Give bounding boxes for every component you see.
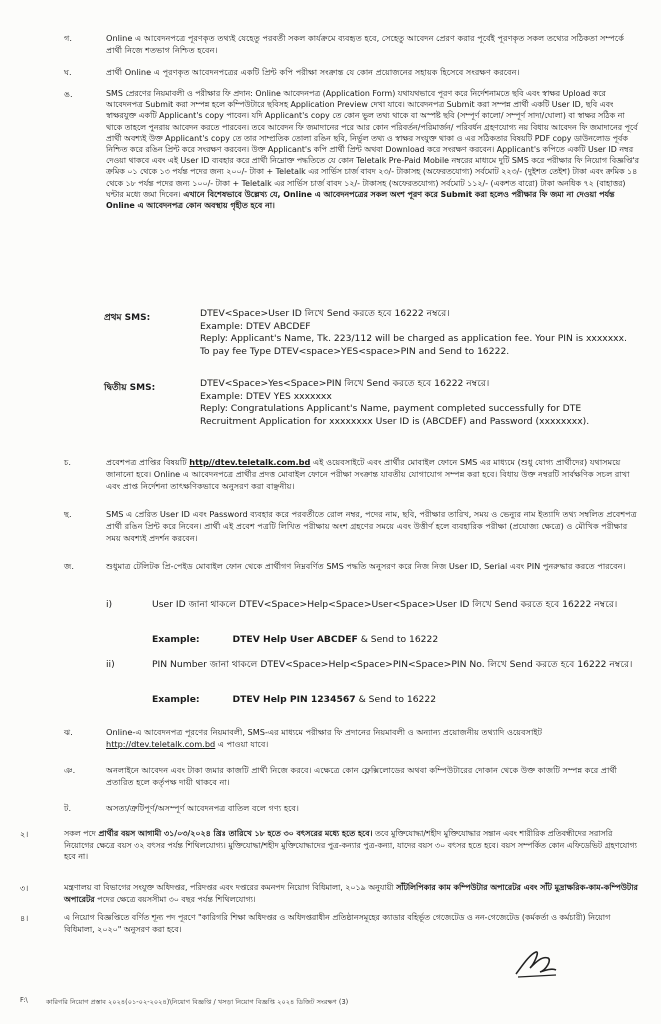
section-3-posts: সাঁটলিপিকার কাম কম্পিউটার অপারেটর এবং সাঁট মুদ্রাক্ষরিক-কাম-কম্পিউটার অপারেটর bbox=[64, 883, 638, 904]
sms1-body bbox=[200, 308, 640, 358]
item-ng-block bbox=[106, 88, 641, 211]
item-label-jh: ঝ. bbox=[64, 727, 73, 737]
option-1-text: User ID জানা থাকলে DTEV<Space>Help<Space>User<Space>User ID লিখে Send করতে হবে 16222 নম্বরে। bbox=[152, 599, 618, 610]
section-label-3: ৩। bbox=[20, 883, 29, 893]
sms2-example: Example: DTEV YES xxxxxxx bbox=[200, 390, 332, 402]
item-ch-text-pre: প্রবেশপত্র প্রাপ্তির বিষয়টি bbox=[106, 457, 187, 467]
item-jh-text-post: এ পাওয়া যাবে। bbox=[217, 739, 269, 749]
sms2-reply: Reply: Congratulations Applicant's Name, payment completed successfully for DTE Recruitment Application for xxxxxxxx User ID is (ABCDEF) and Password (xxxxxxxx). bbox=[200, 403, 590, 427]
info-website-link[interactable]: http://dtev.teletalk.com.bd bbox=[106, 739, 216, 749]
option-1-example-value: DTEV Help User ABCDEF bbox=[232, 634, 358, 645]
item-g-text: Online এ আবেদনপত্রে পূরণকৃত তথ্যই যেহেতু পরবর্তী সকল কার্যক্রমে ব্যবহৃত হবে, সেহেতু আবেদন প্রেরণ করার পূর্বেই পূরণকৃত সকল তথ্যের সঠিকতা সম্পর্কে প্রার্থী নিজে শতভাগ নিশ্চিত হবেন। bbox=[106, 33, 624, 55]
admit-card-website-link[interactable]: http//dtev.teletalk.com.bd bbox=[189, 457, 311, 467]
item-ng-text: SMS প্রেরণের নিয়মাবলী ও পরীক্ষার ফি প্রদান: Online আবেদনপত্র (Application Form) যথাযথভাবে পূরণ করে নির্দেশনামতে ছবি এবং স্বাক্ষর Upload করে আবেদনপত্র Submit করা সম্পন্ন হলে কম্পিউটারে ছবিসহ Application Preview দেখা যাবে। আবেদনপত্র Submit করা সম্পন্ন প্রার্থী একটি User ID, ছবি এবং স্বাক্ষরযুক্ত একটি Applicant's copy পাবেন। যদি Applicant's copy তে কোন ভুল তথ্য থাকে বা অস্পষ্ট ছবি (সম্পূর্ণ কালো/ সম্পূর্ণ সাদা/ঘোলা) বা স্বাক্ষর সঠিক না থাকে তাহলে পুনরায় আবেদন করতে পারবেন। তবে আবেদন ফি জমাদানের পরে আর কোন পরিবর্তন/পরিমার্জন/ পরিবর্ধন গ্রহণযোগ্য নয় বিধায় আবেদন ফি জমাদানের পূর্বে প্রার্থী অবশ্যই উক্ত Applicant's copy তে তার সাম্প্রতিক তোলা রঙিন ছবি, নির্ভুল তথ্য ও স্বাক্ষর সংযুক্ত থাকা ও এর সঠিকতার বিষয়টি PDF copy ডাউনলোড পূর্বক নিশ্চিত করে রঙিন প্রিন্ট করে সংরক্ষণ করবেন। উক্ত Applicant's কপি প্রার্থী প্রিন্ট অথবা Download করে সংরক্ষণ করবেন। Applicant's কপিতে একটি User ID নম্বর দেওয়া থাকবে এবং এই User ID ব্যবহার করে প্রার্থী নিম্নোক্ত পদ্ধতিতে যে কোন Teletalk Pre-Paid Mobile নম্বরের মাধ্যমে দুটি SMS করে পরীক্ষার ফি নিয়োগ বিজ্ঞপ্তি'র ক্রমিক ০১ থেকে ১৩ পর্যন্ত পদের জন্য ২০০/- টাকা + Teletalk এর সার্ভিস চার্জ বাবদ ২৩/- টাকাসহ (অফেরতযোগ্য) সর্বমোট ২২৩/- (দুইশত তেইশ) টাকা এবং ক্রমিক ১৪ থেকে ১৮ পর্যন্ত পদের জন্য ১০০/- টাকা + Teletalk এর সার্ভিস চার্জ বাবদ ১২/- টাকাসহ (অফেরতযোগ্য) সর্বমোট ১১২/- (একশত বারো) টাকা অনধিক ৭২ (বাহাত্তর) ঘন্টার মধ্যে জমা দিবেন। bbox=[106, 89, 639, 199]
item-label-j: জ. bbox=[64, 561, 74, 571]
item-label-chh: ছ. bbox=[64, 509, 72, 519]
option-1-example bbox=[152, 634, 640, 645]
sms1-instruction: DTEV<Space>User ID লিখে Send করতে হবে 16222 নম্বরে। bbox=[200, 308, 450, 319]
section-2-block bbox=[64, 828, 641, 863]
item-label-ch: চ. bbox=[64, 457, 72, 467]
option-2-label: ii) bbox=[106, 659, 115, 670]
item-jh-block bbox=[106, 726, 641, 750]
section-label-4: ৪। bbox=[20, 913, 29, 923]
section-2-text-post: তবে মুক্তিযোদ্ধা/শহীদ মুক্তিযোদ্ধার সন্তান এবং শারীরিক প্রতিবন্ধীদের সরাসরি নিয়োগের ক্ষেত্রে বয়স ৩২ বৎসর পর্যন্ত শিথিলযোগ্য। মুক্তিযোদ্ধা/শহীদ মুক্তিযোদ্ধাদের পুত্র-কন্যার পুত্র-কন্যা, যাদের বয়স ৩০ বৎসর হতে হবে। বয়স সম্পর্কিত কোন এফিডেভিট গ্রহণযোগ্য হবে না। bbox=[64, 829, 637, 861]
item-label-g: গ. bbox=[64, 33, 72, 43]
section-4-text: এ নিয়োগ বিজ্ঞপ্তিতে বর্ণিত শূন্য পদ পূরণে "কারিগরি শিক্ষা অধিদপ্তর ও অধিদপ্তরাধীন প্রতিষ্ঠানসমূহের ক্যাডার বহির্ভূত গেজেটেড ও নন-গেজেটেড (কর্মকর্তা ও কর্মচারী) নিয়োগ বিধিমালা, ২০২০" অনুসরণ করা হবে। bbox=[64, 913, 611, 934]
section-3-text-pre: মন্ত্রণালয় বা বিভাগের সংযুক্ত অধিদপ্তর, পরিদপ্তর এবং দপ্তরের কমনপদ নিয়োগ বিধিমালা, ২০১৯ অনুযায়ী bbox=[64, 883, 394, 892]
sms2-instruction: DTEV<Space>Yes<Space>PIN লিখে Send করতে হবে 16222 নম্বরে। bbox=[200, 378, 490, 389]
footer-drive: F:\ bbox=[20, 996, 28, 1004]
item-label-ng: ঙ. bbox=[64, 89, 73, 99]
item-label-nya: ঞ. bbox=[64, 765, 76, 775]
sms2-label: দ্বিতীয় SMS: bbox=[104, 383, 156, 393]
sms2-body bbox=[200, 378, 640, 428]
item-ch-block bbox=[106, 456, 641, 492]
option-2-example-value: DTEV Help PIN 1234567 bbox=[232, 694, 356, 705]
section-3-text-post: পদের ক্ষেত্রে বয়সসীমা ৩০ বছর পর্যন্ত শিথিলযোগ্য। bbox=[97, 894, 256, 904]
item-jh-text-pre: Online-এ আবেদনপত্র পূরণের নিয়মাবলী, SMS-এর মাধ্যমে পরীক্ষার ফি প্রদানের নিয়মাবলী ও অন্যান্য প্রয়োজনীয় তথ্যাদি ওয়েবসাইট bbox=[106, 727, 543, 737]
item-chh-text: SMS এ প্রেরিত User ID এবং Password ব্যবহার করে পরবর্তীতে রোল নম্বর, পদের নাম, ছবি, পরীক্ষার তারিখ, সময় ও ভেন্যুর নাম ইত্যাদি তথ্য সম্বলিত প্রবেশপত্র প্রার্থী রঙিন প্রিন্ট করে নিবেন। প্রার্থী এই প্রবেশ পত্রটি লিখিত পরীক্ষায় অংশ গ্রহণের সময়ে এবং উত্তীর্ণ হলে ব্যবহারিক পরীক্ষা (প্রযোজ্য ক্ষেত্রে) ও মৌখিক পরীক্ষার সময় অবশ্যই প্রদর্শন করবেন। bbox=[106, 509, 637, 543]
item-j-text: শুধুমাত্র টেলিটক প্রি-পেইড মোবাইল ফোন থেকে প্রার্থীগণ নিম্নবর্ণিত SMS পদ্ধতি অনুসরণ করে নিজ নিজ User ID, Serial এবং PIN পুনরুদ্ধার করতে পারবেন। bbox=[106, 561, 626, 571]
signature-mark bbox=[512, 944, 560, 982]
section-label-2: ২। bbox=[20, 829, 29, 839]
sms1-label: প্রথম SMS: bbox=[104, 313, 151, 323]
section-2-age-limit: প্রার্থীর বয়স আগামী ৩১/০৩/২০২৪ খ্রিঃ তারিখে ১৮ হতে ৩০ বৎসরের মধ্যে হতে হবে। bbox=[98, 829, 373, 838]
option-2-example-send: & Send to 16222 bbox=[358, 694, 437, 705]
option-2-example bbox=[152, 694, 640, 705]
sms1-example: Example: DTEV ABCDEF bbox=[200, 320, 311, 332]
footer-file-path: কারিগরি নিয়োগ প্রস্তাব ২০২৪(০১-০২-২০২৪)\নিয়োগ বিজ্ঞপ্তি / খসড়া নিয়োগ বিজ্ঞপ্তি ২০২৪ ডিজিট সংরক্ষণ (3) bbox=[46, 998, 349, 1006]
option-1-example-label: Example: bbox=[152, 634, 200, 645]
section-3-block bbox=[64, 882, 641, 905]
item-ng-bold-text: এখানে বিশেষভাবে উল্লেখ্য যে, Online এ আবেদনপত্রের সকল অংশ পূরণ করে Submit করা হলেও পরীক্ষার ফি জমা না দেওয়া পর্যন্ত Online এ আবেদনপত্র কোন অবস্থায় গৃহীত হবে না। bbox=[106, 189, 615, 211]
option-2-example-label: Example: bbox=[152, 694, 200, 705]
item-gh-text: প্রার্থী Online এ পূরণকৃত আবেদনপত্রের একটি প্রিন্ট কপি পরীক্ষা সংক্রান্ত যে কোন প্রয়োজনের সহায়ক হিসেবে সংরক্ষণ করবেন। bbox=[106, 67, 520, 77]
item-nya-text: অনলাইনে আবেদন এবং টাকা জমার কাজটি প্রার্থী নিজে করবে। এক্ষেত্রে কোন ফ্লেক্সিলোডের অথবা কম্পিউটারের দোকান থেকে উক্ত কাজটি সম্পন্ন করে প্রার্থী প্রতারিত হলে কর্তৃপক্ষ দায়ী থাকবে না। bbox=[106, 765, 618, 787]
option-1-label: i) bbox=[106, 599, 113, 610]
item-label-gh: ঘ. bbox=[64, 67, 72, 77]
option-2-text: PIN Number জানা থাকলে DTEV<Space>Help<Space>PIN<Space>PIN No. লিখে Send করতে হবে 16222 নম্বরে। bbox=[152, 659, 633, 670]
item-t-text: অসত্য/ত্রুটিপূর্ণ/অসম্পূর্ণ আবেদনপত্র বাতিল বলে গণ্য হবে। bbox=[106, 803, 299, 813]
option-1-example-send: & Send to 16222 bbox=[360, 634, 439, 645]
section-2-text-pre: সকল পদে bbox=[64, 829, 96, 838]
item-label-t: ট. bbox=[64, 803, 72, 813]
sms1-reply: Reply: Applicant's Name, Tk. 223/112 will be charged as application fee. Your PIN is xxxxxxx. bbox=[200, 333, 627, 344]
item-ch-text-post: এই ওয়েবসাইটে এবং প্রার্থীর মোবাইল ফোনে SMS এর মাধ্যমে (শুধু যোগ্য প্রার্থীদের) যথাসময়ে জানানো হবে। Online এ আবেদনপত্রে প্রার্থীর প্রদত্ত মোবাইল ফোনে পরীক্ষা সংক্রান্ত যাবতীয় যোগাযোগ সম্পন্ন করা হবে। বিধায় উক্ত নম্বরটি সার্বক্ষণিক সচল রাখা এবং প্রাপ্ত নির্দেশনা তাৎক্ষণিকভাবে অনুসরণ করা বাঞ্ছনীয়। bbox=[106, 457, 630, 491]
sms1-pay-instruction: To pay fee Type DTEV<space>YES<space>PIN and Send to 16222. bbox=[200, 345, 510, 357]
